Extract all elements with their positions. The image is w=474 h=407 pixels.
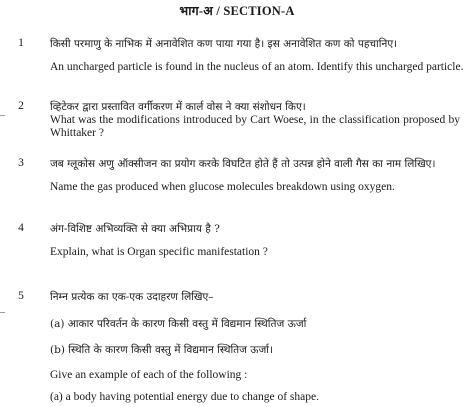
- question-4-number: 4: [18, 222, 24, 234]
- question-2-hindi: व्हिटेकर द्वारा प्रस्तावित वर्गीकरण में कार्ल वोस ने क्या संशोधन किए।: [50, 101, 306, 113]
- question-1-hindi: किसी परमाणु के नाभिक में अनावेशित कण पाया गया है। इस अनावेशित कण को पहचानिए।: [50, 38, 398, 50]
- question-5-english: Give an example of each of the following :: [50, 369, 248, 381]
- question-3-number: 3: [18, 157, 24, 169]
- question-3-english: Name the gas produced when glucose molecules breakdown using oxygen.: [50, 181, 395, 193]
- side-mark-2: –: [0, 307, 5, 318]
- question-5-english-a: (a) a body having potential energy due to change of shape.: [50, 391, 319, 403]
- question-3-hindi: जब ग्लूकोस अणु ऑक्सीजन का प्रयोग करके विघटित होते हैं तो उत्पन्न होने वाली गैस का नाम लिखिए।: [50, 158, 436, 170]
- question-5-number: 5: [18, 290, 24, 302]
- question-2-number: 2: [18, 100, 24, 112]
- question-5-hindi-a: (a) आकार परिवर्तन के कारण किसी वस्तु में विद्यमान स्थितिज ऊर्जा: [50, 318, 307, 330]
- question-5-hindi-b: (b) स्थिति के कारण किसी वस्तु में विद्यमान स्थितिज ऊर्जा।: [50, 344, 274, 356]
- question-1-english: An uncharged particle is found in the nucleus of an atom. Identify this uncharged particle.: [50, 61, 464, 73]
- question-5-hindi: निम्न प्रत्येक का एक-एक उदाहरण लिखिए–: [50, 291, 214, 303]
- question-2-english: What was the modifications introduced by Cart Woese, in the classification proposed by Whittaker ?: [50, 114, 460, 139]
- question-1-number: 1: [18, 37, 24, 49]
- section-title: भाग-अ / SECTION-A: [179, 4, 295, 18]
- question-4-english: Explain, what is Organ specific manifestation ?: [50, 246, 268, 258]
- side-mark-1: –: [0, 110, 5, 121]
- question-4-hindi: अंग-विशिष्ट अभिव्यक्ति से क्या अभिप्राय है ?: [50, 223, 220, 235]
